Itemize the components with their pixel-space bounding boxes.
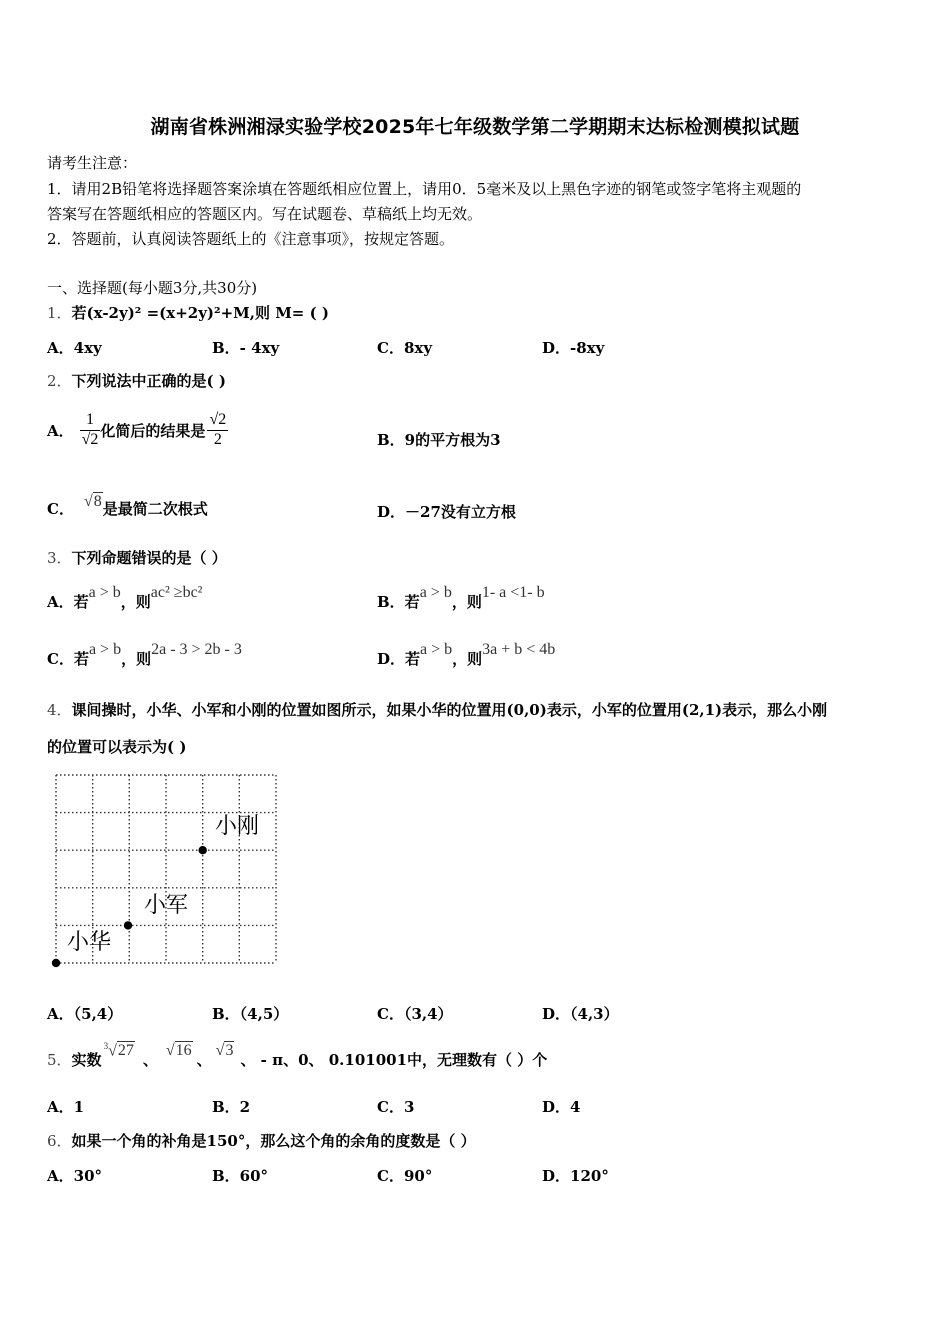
label-xiaogang: 小刚 [215,814,260,839]
option-label: D．若 [377,650,421,668]
then-text: ，则 [451,593,482,611]
position-grid-figure [48,768,284,974]
question-stem-pre: 实数 [71,1051,102,1069]
option-text: 是最简二次根式 [102,500,208,518]
q4-option-d[interactable]: D．（4,3） [542,1005,619,1023]
radicand: 8 [93,493,102,510]
then-text: ，则 [121,650,152,668]
q6-option-c[interactable]: C．90° [377,1167,433,1185]
fraction-numerator: √2 [209,411,227,429]
condition: a > b [88,641,122,658]
question-4 [47,699,827,720]
q5-option-a[interactable]: A．1 [47,1098,85,1116]
q6-option-a[interactable]: A．30° [47,1167,103,1185]
then-text: ，则 [120,593,151,611]
q2-option-b[interactable]: B．9的平方根为3 [377,431,501,449]
question-stem: 下列说法中正确的是( ) [71,372,226,390]
fraction [80,411,101,449]
question-3 [47,547,227,568]
xiaojun-point [124,921,132,929]
cube-root: $^3$√27 [103,1040,134,1059]
notice-line-1: 1．请用2B铅笔将选择题答案涂填在答题纸相应位置上，请用0．5毫米及以上黑色字迹的钢笔或签字笔将主观题的 [47,180,802,198]
notice-heading: 请考生注意： [47,154,138,172]
question-5 [47,1036,547,1070]
result: ac² ≥bc² [150,584,203,601]
q3-option-a[interactable] [47,582,202,612]
question-stem: 如果一个角的补角是150°，那么这个角的余角的度数是（ ） [71,1132,476,1150]
section-heading: 一、选择题(每小题3分,共30分) [47,279,258,297]
question-6 [47,1130,476,1151]
question-number: 2． [47,372,72,390]
q2-option-a[interactable] [47,404,228,456]
question-number: 4． [47,701,72,719]
option-label: A．若 [47,593,89,611]
separator: 、 [196,1051,212,1069]
fraction-denominator: √2 [81,430,99,448]
option-text: 化简后的结果是 [100,421,206,440]
result: 2a - 3 > 2b - 3 [151,641,242,658]
radicand: 27 [117,1042,134,1059]
q2-option-c[interactable] [47,489,208,519]
root-index: 3 [103,1040,109,1051]
q6-option-b[interactable]: B．60° [212,1167,269,1185]
q5-option-d[interactable]: D．4 [542,1098,581,1116]
question-number: 1． [47,304,72,322]
radicand: 16 [175,1042,192,1059]
option-label: B．若 [377,593,420,611]
notice-line-1b: 答案写在答题纸相应的答题区内。写在试题卷、草稿纸上均无效。 [47,205,483,223]
question-stem: 课间操时，小华、小军和小刚的位置如图所示，如果小华的位置用(0,0)表示，小军的位置用(2,1)表示，那么小刚 [71,701,828,719]
q1-option-c[interactable]: C．8xy [377,339,433,357]
condition: a > b [419,584,452,601]
question-4-stem-cont: 的位置可以表示为( ) [47,738,187,756]
q5-option-b[interactable]: B．2 [212,1098,251,1116]
q3-option-d[interactable] [377,639,555,669]
q2-option-d[interactable]: D．－27没有立方根 [377,503,516,521]
q6-option-d[interactable]: D．120° [542,1167,609,1185]
q3-option-b[interactable] [377,582,545,612]
radicand: 3 [225,1042,234,1059]
xiaogang-point [199,846,207,854]
condition: a > b [420,641,453,658]
question-stem: 下列命题错误的是（ ） [71,549,227,567]
page-title: 湖南省株洲湘渌实验学校2025年七年级数学第二学期期末达标检测模拟试题 [150,116,800,138]
q1-option-a[interactable]: A．4xy [47,339,102,357]
question-number: 5． [47,1051,72,1069]
then-text: ，则 [452,650,483,668]
q3-option-c[interactable] [47,639,242,669]
q4-option-b[interactable]: B．（4,5） [212,1005,289,1023]
square-root: √8 [83,493,102,510]
q4-option-c[interactable]: C．（3,4） [377,1005,453,1023]
notice-line-2: 2．答题前，认真阅读答题纸上的《注意事项》，按规定答题。 [47,230,455,248]
result: 3a + b < 4b [482,641,556,658]
option-label: C． [47,500,74,518]
question-number: 6． [47,1132,72,1150]
fraction-denominator: 2 [207,430,228,449]
question-2 [47,370,226,391]
question-stem-rest: 、 - π、0、 0.101001中，无理数有（ ）个 [240,1051,548,1069]
separator: 、 [142,1051,158,1069]
question-stem: 若(x-2y)² =(x+2y)²+M,则 M= ( ) [71,304,330,322]
fraction [207,411,228,449]
condition: a > b [88,584,121,601]
label-xiaohua: 小华 [67,930,112,955]
q1-option-d[interactable]: D．-8xy [542,339,605,357]
option-label: A． [47,421,74,440]
q5-option-c[interactable]: C．3 [377,1098,415,1116]
q4-option-a[interactable]: A．（5,4） [47,1005,123,1023]
square-root: √3 [215,1042,234,1059]
fraction-numerator: 1 [86,411,95,429]
label-xiaojun: 小军 [144,893,189,918]
q1-option-b[interactable]: B．- 4xy [212,339,280,357]
xiaohua-point [52,959,60,967]
question-1 [47,302,329,323]
result: 1- a <1- b [481,584,545,601]
square-root: √16 [165,1042,192,1059]
option-label: C．若 [47,650,89,668]
question-number: 3． [47,549,72,567]
